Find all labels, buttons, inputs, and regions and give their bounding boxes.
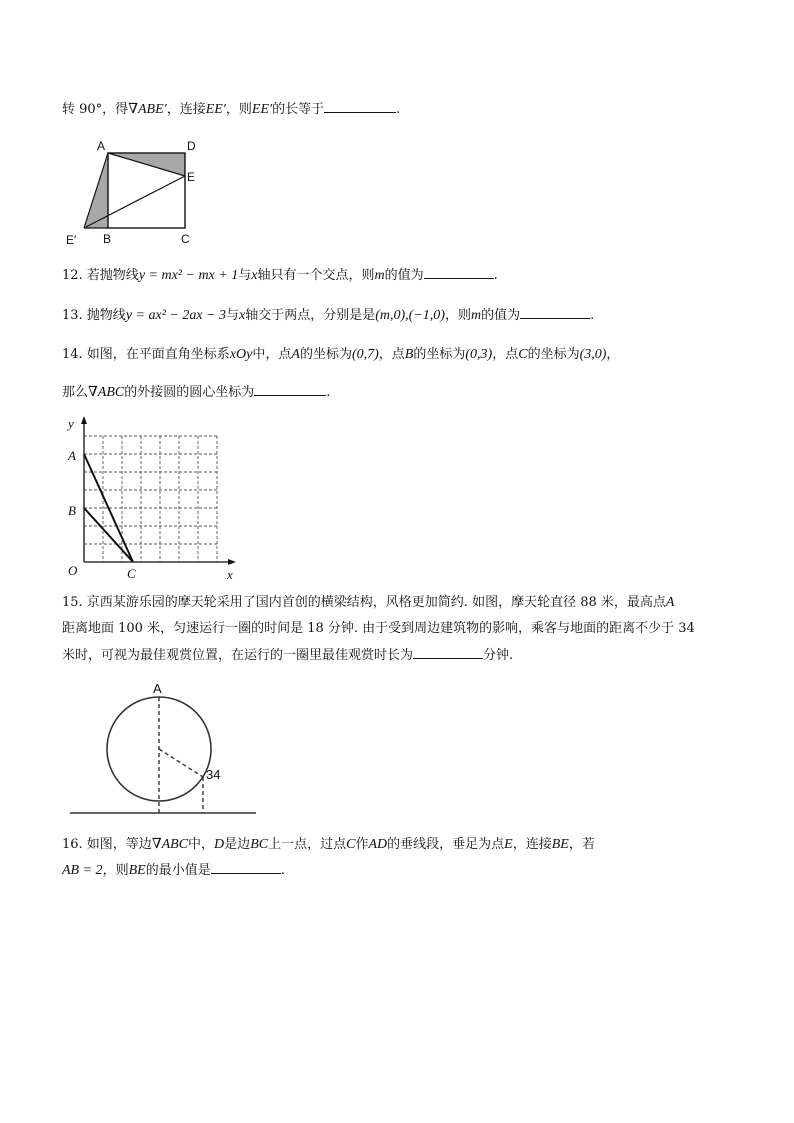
q14-line2: 那么∇ABC的外接圆的圆心坐标为 . <box>62 385 331 400</box>
label-e-prime: E′ <box>66 233 77 247</box>
q15-line1: 15. 京西某游乐园的摩天轮采用了国内首创的横梁结构，风格更加简约. 如图，摩天轮直径 88 米，最高点A <box>62 595 675 610</box>
x-axis-arrow <box>228 559 236 565</box>
answer-blank <box>254 383 326 396</box>
radius-to-point <box>159 749 203 777</box>
label-x: x <box>227 567 233 582</box>
answer-blank <box>413 646 483 659</box>
label-d: D <box>187 139 196 153</box>
answer-blank <box>211 861 281 874</box>
label-y: y <box>68 416 74 431</box>
figure-14-grid <box>60 410 240 585</box>
label-a: A <box>97 139 106 153</box>
y-axis-arrow <box>81 416 87 424</box>
label-c: C <box>127 566 136 581</box>
q15-line2: 距离地面 100 米，匀速运行一圈的时间是 18 分钟. 由于受到周边建筑物的影响，乘客与地面的距离不少于 34 <box>62 621 695 636</box>
label-e: E <box>187 170 196 184</box>
q13-text: 13. 抛物线y = ax² − 2ax − 3与x轴交于两点，分别是是(m,0),(−1,0)，则m的值为 . <box>62 308 595 323</box>
label-b: B <box>68 503 76 518</box>
figure-11 <box>60 135 220 250</box>
figure-15-ferris-wheel <box>60 670 270 820</box>
label-b: B <box>103 232 112 246</box>
q11-text: 转 90°，得∇ABE′，连接EE′，则EE′的长等于 . <box>62 102 401 117</box>
q12-text: 12. 若抛物线y = mx² − mx + 1与x轴只有一个交点，则m的值为 . <box>62 268 498 283</box>
q16-line2: AB = 2，则BE的最小值是 . <box>62 863 285 878</box>
answer-blank <box>424 266 494 279</box>
q14-line1: 14. 如图，在平面直角坐标系xOy中，点A的坐标为(0,7)，点B的坐标为(0,3)，点C的坐标为(3,0)， <box>62 347 620 362</box>
label-c: C <box>181 232 190 246</box>
q16-line1: 16. 如图，等边∇ABC中，D是边BC上一点，过点C作AD的垂线段，垂足为点E，连接BE，若 <box>62 837 595 852</box>
label-o: O <box>68 563 78 578</box>
label-34: 34 <box>206 767 221 782</box>
label-a: A <box>68 448 76 463</box>
answer-blank <box>324 100 396 113</box>
q15-line3: 米时，可视为最佳观赏位置，在运行的一圈里最佳观赏时长为 分钟. <box>62 648 514 663</box>
label-a: A <box>153 681 162 696</box>
segment-bc <box>84 508 133 562</box>
answer-blank <box>520 306 590 319</box>
